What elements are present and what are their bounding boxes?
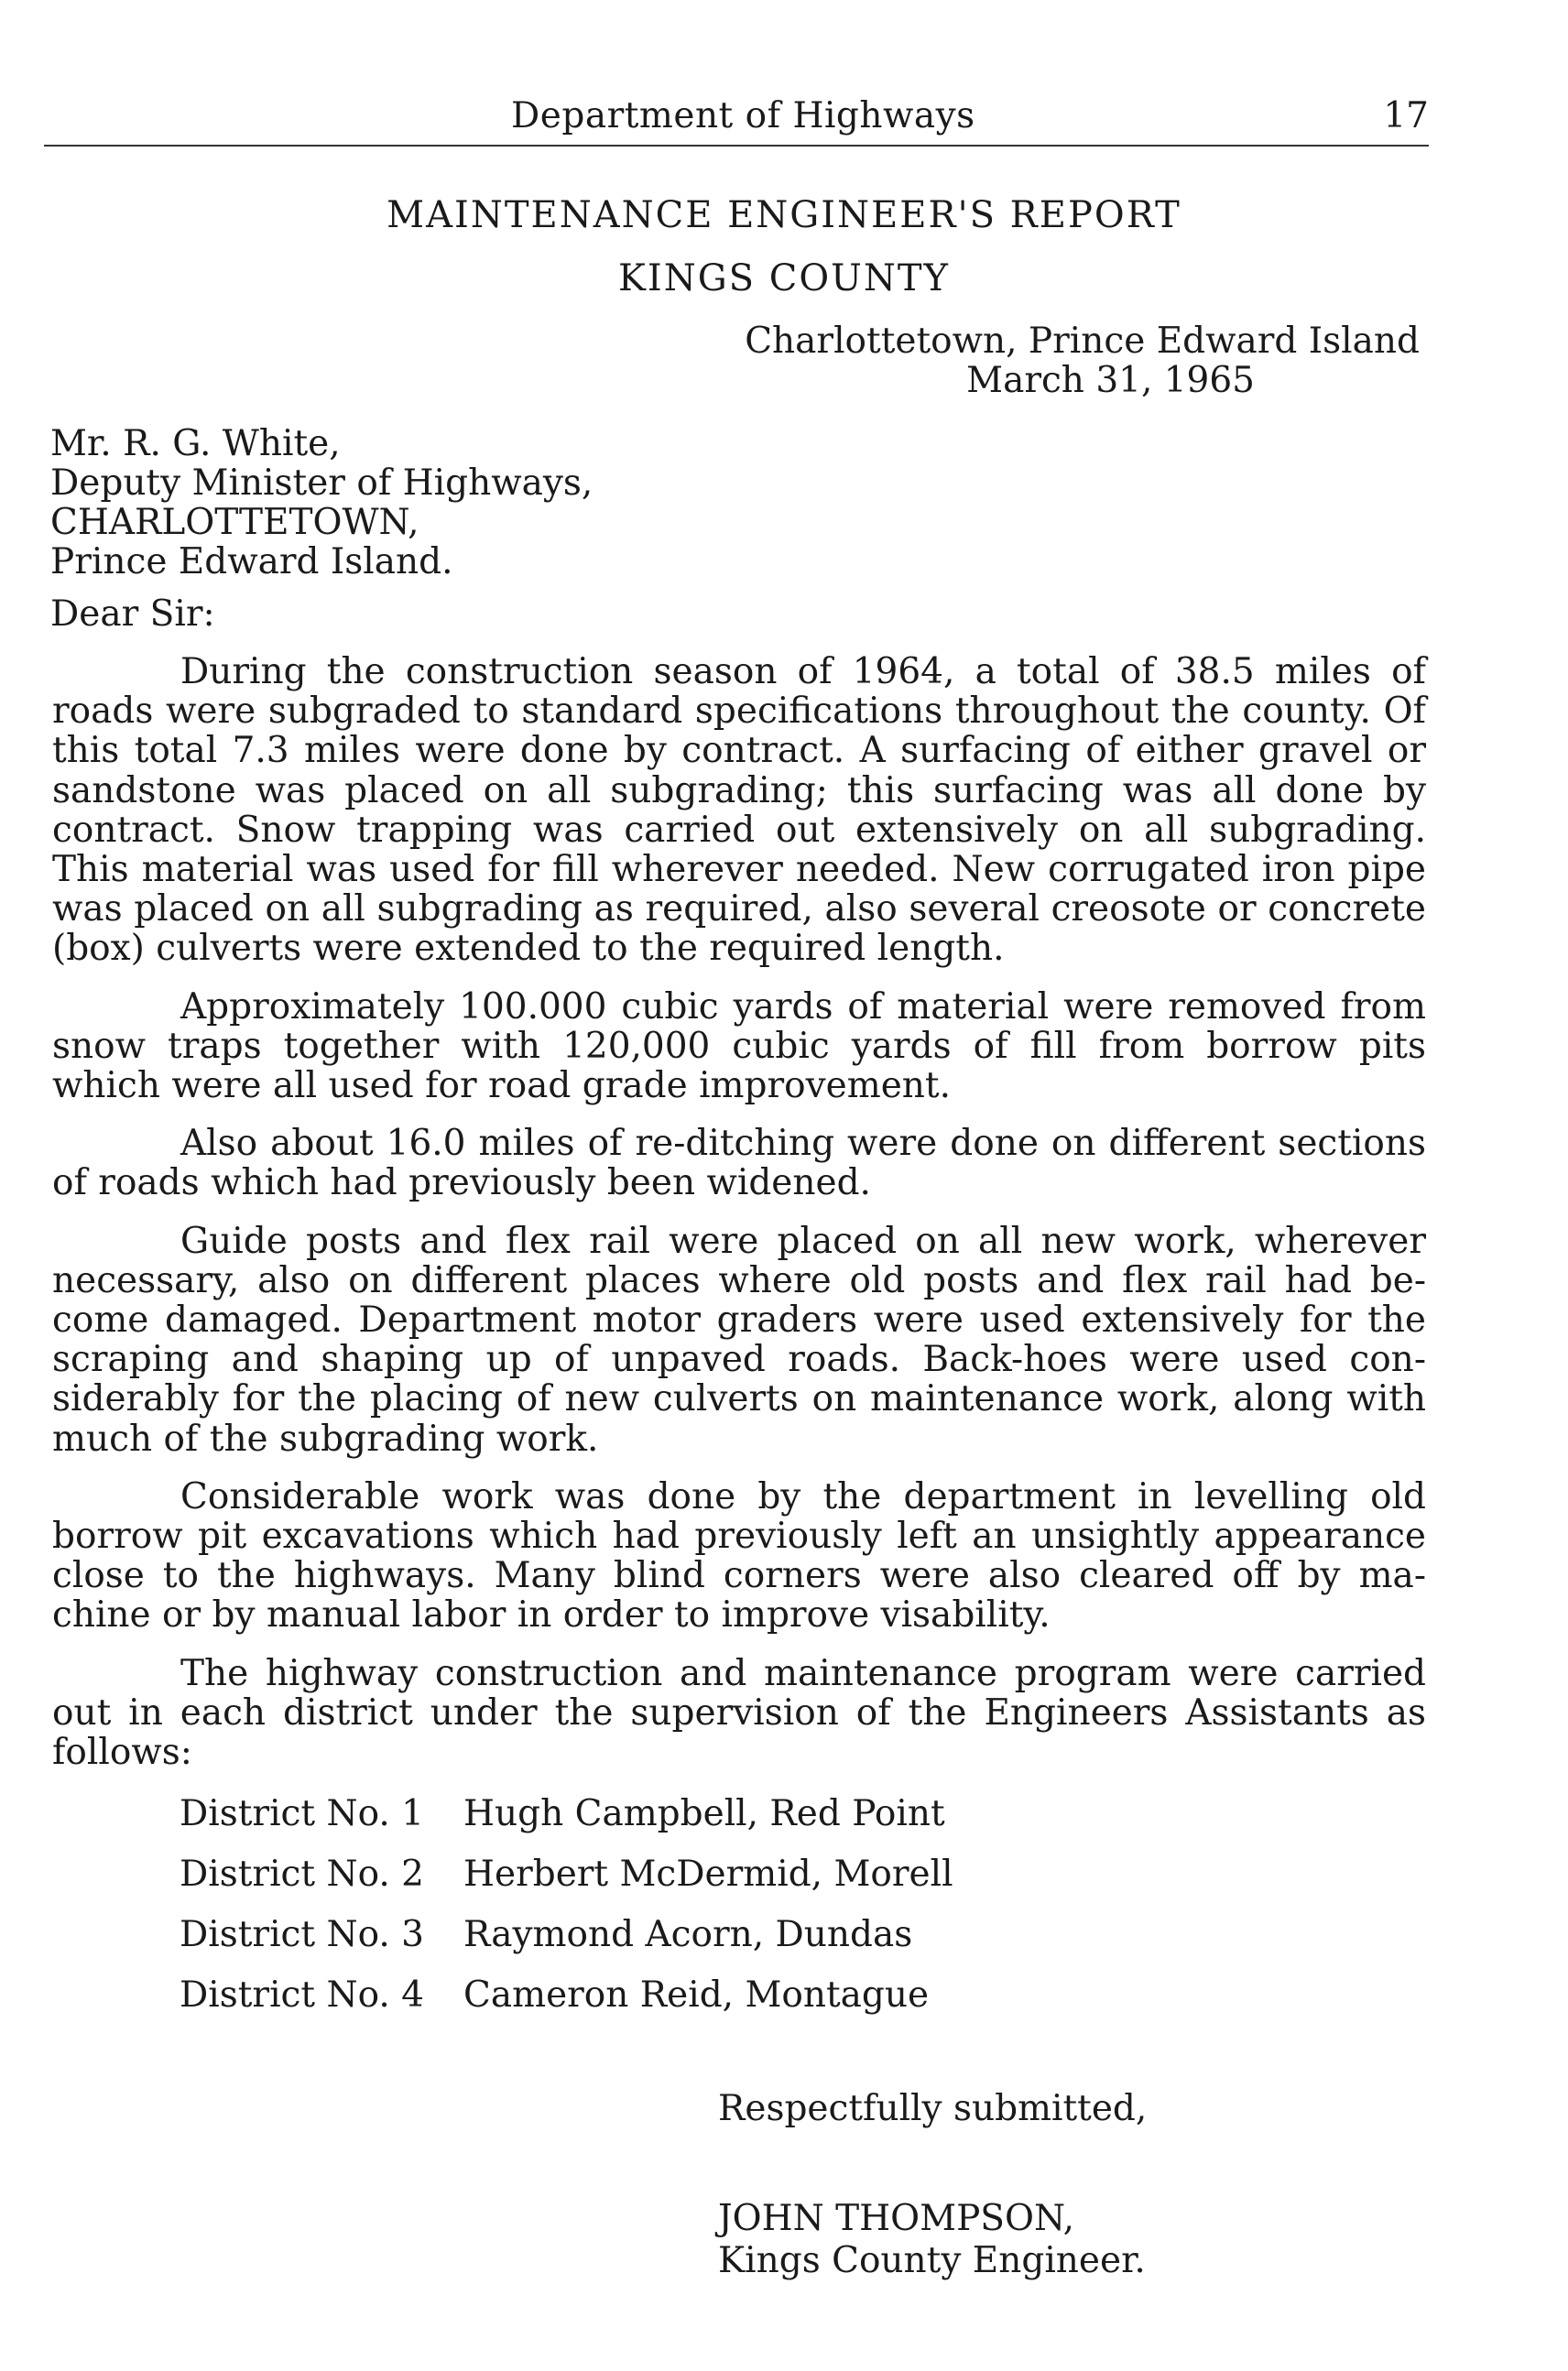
- running-title: Department of Highways: [511, 95, 975, 136]
- letter-body: [52, 652, 1426, 1790]
- report-title: MAINTENANCE ENGINEER'S REPORT: [387, 194, 1181, 236]
- body-paragraph: The highway construction and maintenance program were carried out in each district under the supervision of the Engineers Assistants as follows:: [52, 1652, 1426, 1774]
- district-assistant: Cameron Reid, Montague: [463, 1974, 930, 2016]
- addressee-block: [50, 385, 593, 582]
- body-paragraph: Also about 16.0 miles of re-ditching were done on different sections of roads which had previously been widened.: [52, 1123, 1426, 1204]
- report-subtitle: KINGS COUNTY: [618, 257, 950, 299]
- district-list: [180, 1793, 953, 2035]
- signer-title: Kings County Engineer.: [718, 2240, 1146, 2281]
- list-item: [180, 1974, 953, 2035]
- closing: Respectfully submitted,: [718, 2088, 1148, 2129]
- addressee-line: Mr. R. G. White,: [50, 423, 341, 464]
- district-label: District No. 2: [180, 1854, 424, 1895]
- body-paragraph: During the construction season of 1964, a total of 38.5 miles of roads were subgraded to standard specifications throughout the county. Of this total 7.3 miles were done by contract. A surfacing of either gravel or sandstone was placed on all subgrading; this surfacing was all done by contract. Snow trapping was carried out extensively on all subgrading. This material was used for fill wherever needed. New corrugated iron pipe was placed on all subgrading as required, also several creosote or concrete (box) culverts were extended to the required length.: [52, 651, 1426, 970]
- list-item: [180, 1854, 953, 1914]
- signer-name: JOHN THOMPSON,: [718, 2198, 1075, 2239]
- addressee-line: Prince Edward Island.: [50, 541, 453, 582]
- body-paragraph: Considerable work was done by the department in levelling old borrow pit excavations which had previously left an unsightly appearance close to the highways. Many blind corners were also cleared off by machine or by manual labor in order to improve visability.: [52, 1475, 1426, 1637]
- dateline-place: Charlottetown, Prince Edward Island: [745, 321, 1420, 362]
- addressee-line: Deputy Minister of Highways,: [50, 462, 593, 504]
- district-label: District No. 4: [180, 1974, 424, 2016]
- signature-block: [718, 2198, 1146, 2282]
- district-assistant: Hugh Campbell, Red Point: [463, 1793, 945, 1834]
- dateline-date: March 31, 1965: [966, 360, 1255, 401]
- header-rule: [44, 145, 1429, 147]
- page-number: 17: [1383, 95, 1429, 136]
- salutation: Dear Sir:: [50, 593, 215, 635]
- body-paragraph: Approximately 100.000 cubic yards of material were removed from snow traps together with 120,000 cubic yards of fill from borrow pits which were all used for road grade improvement.: [52, 985, 1426, 1107]
- body-paragraph: Guide posts and flex rail were placed on all new work, wherever necessary, also on different places where old posts and flex rail had become damaged. Department motor graders were used extensively for the scraping and shaping up of unpaved roads. Back-hoes were used considerably for the placing of new culverts on maintenance work, along with much of the subgrading work.: [52, 1220, 1426, 1460]
- running-header: [44, 95, 1429, 148]
- list-item: [180, 1793, 953, 1854]
- district-assistant: Raymond Acorn, Dundas: [463, 1914, 913, 1955]
- district-label: District No. 3: [180, 1914, 424, 1955]
- district-label: District No. 1: [180, 1793, 424, 1834]
- district-assistant: Herbert McDermid, Morell: [463, 1854, 953, 1895]
- addressee-line: CHARLOTTETOWN,: [50, 502, 419, 543]
- list-item: [180, 1914, 953, 1974]
